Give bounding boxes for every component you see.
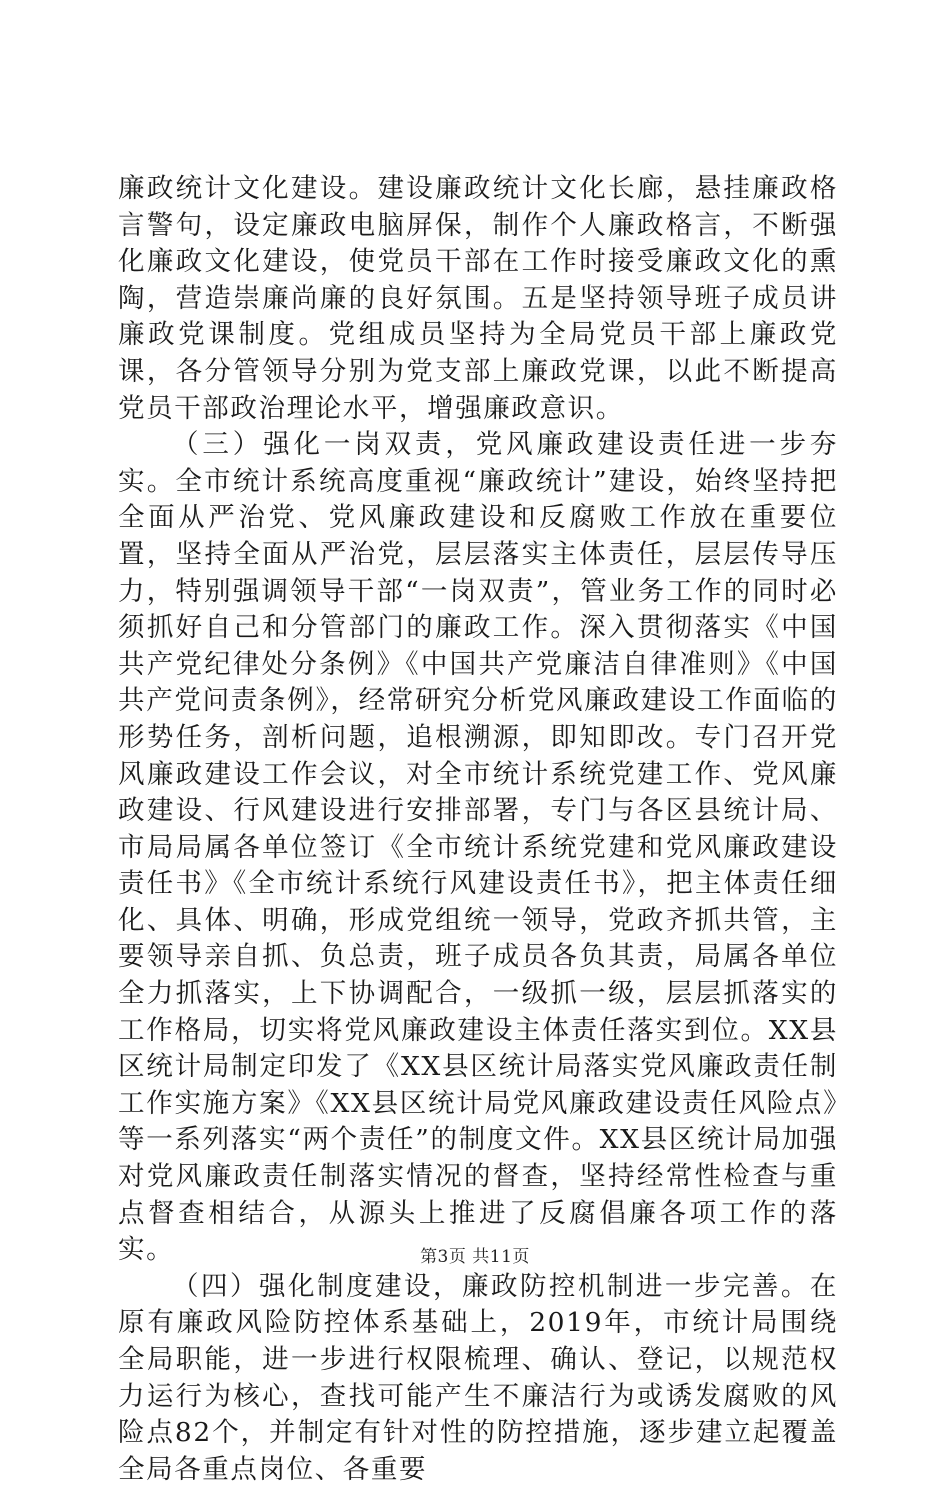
paragraph-1: 廉政统计文化建设。建设廉政统计文化长廊，悬挂廉政格言警句，设定廉政电脑屏保，制作个人廉政格言，不断强化廉政文化建设，使党员干部在工作时接受廉政文化的熏陶，营造崇廉尚廉的良好氛围。五是坚持领导班子成员讲廉政党课制度。党组成员坚持为全局党员干部上廉政党课，各分管领导分别为党支部上廉政党课，以此不断提高党员干部政治理论水平，增强廉政意识。 [118,173,838,424]
page-footer: 第3页 共11页 [420,1247,530,1267]
document-body [118,171,838,1488]
paragraph-2: （三）强化一岗双责，党风廉政建设责任进一步夯实。全市统计系统高度重视“廉政统计”建设，始终坚持把全面从严治党、党风廉政建设和反腐败工作放在重要位置，坚持全面从严治党，层层落实主体责任，层层传导压力，特别强调领导干部“一岗双责”，管业务工作的同时必须抓好自己和分管部门的廉政工作。深入贯彻落实《中国共产党纪律处分条例》《中国共产党廉洁自律准则》《中国共产党问责条例》，经常研究分析党风廉政建设工作面临的形势任务，剖析问题，追根溯源，即知即改。专门召开党风廉政建设工作会议，对全市统计系统党建工作、党风廉政建设、行风建设进行安排部署，专门与各区县统计局、市局局属各单位签订《全市统计系统党建和党风廉政建设责任书》《全市统计系统行风建设责任书》，把主体责任细化、具体、明确，形成党组统一领导，党政齐抓共管，主要领导亲自抓、负总责，班子成员各负其责，局属各单位全力抓落实，上下协调配合，一级抓一级，层层抓落实的工作格局，切实将党风廉政建设主体责任落实到位。XX县区统计局制定印发了《XX县区统计局落实党风廉政责任制工作实施方案》《XX县区统计局党风廉政建设责任风险点》等一系列落实“两个责任”的制度文件。XX县区统计局加强对党风廉政责任制落实情况的督查，坚持经常性检查与重点督查相结合，从源头上推进了反腐倡廉各项工作的落实。 [118,429,838,1266]
paragraph-3: （四）强化制度建设，廉政防控机制进一步完善。在原有廉政风险防控体系基础上，2019年，市统计局围绕全局职能，进一步进行权限梳理、确认、登记，以规范权力运行为核心，查找可能产生不廉洁行为或诱发腐败的风险点82个，并制定有针对性的防控措施，逐步建立起覆盖全局各重点岗位、各重要 [118,1270,838,1485]
